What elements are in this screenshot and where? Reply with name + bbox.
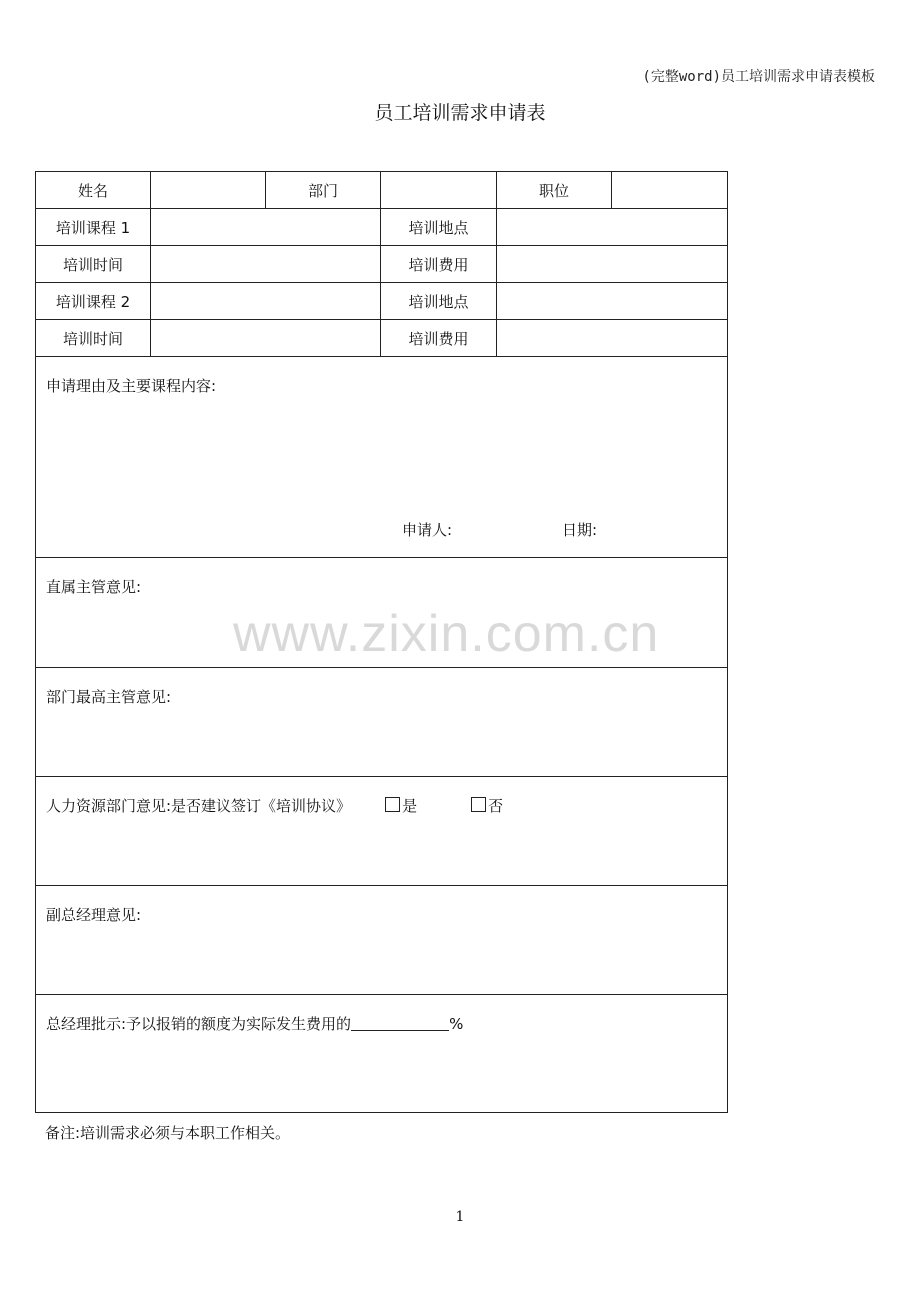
footnote: 备注:培训需求必须与本职工作相关。: [45, 1124, 291, 1142]
yes-label: 是: [402, 797, 418, 815]
dept-head-opinion-section[interactable]: [36, 668, 728, 777]
course2-cost-field[interactable]: [497, 320, 728, 357]
vp-opinion-section[interactable]: [36, 886, 728, 995]
reason-section[interactable]: [36, 357, 728, 558]
name-label: 姓名: [36, 172, 151, 209]
page-number: 1: [455, 1209, 465, 1225]
course1-cost-label: 培训费用: [381, 246, 497, 283]
reason-label: 申请理由及主要课程内容:: [46, 377, 217, 395]
course2-location-field[interactable]: [497, 283, 728, 320]
course1-location-field[interactable]: [497, 209, 728, 246]
applicant-label: 申请人:: [402, 521, 453, 539]
gm-approval-section[interactable]: [36, 995, 728, 1113]
header-note: (完整word)员工培训需求申请表模板: [642, 69, 875, 85]
gm-approval-label: 总经理批示:予以报销的额度为实际发生费用的: [46, 1015, 352, 1033]
course1-field[interactable]: [151, 209, 381, 246]
supervisor-opinion-section[interactable]: [36, 558, 728, 668]
application-form-table: [35, 171, 728, 1113]
course1-cost-field[interactable]: [497, 246, 728, 283]
name-field[interactable]: [151, 172, 266, 209]
vp-opinion-label: 副总经理意见:: [46, 906, 142, 924]
hr-opinion-text: [46, 795, 503, 816]
dept-head-opinion-label: 部门最高主管意见:: [46, 688, 172, 706]
department-field[interactable]: [381, 172, 497, 209]
date-label: 日期:: [562, 521, 598, 539]
course1-time-field[interactable]: [151, 246, 381, 283]
yes-checkbox[interactable]: [385, 797, 400, 812]
course2-label: 培训课程 2: [36, 283, 151, 320]
course2-location-label: 培训地点: [381, 283, 497, 320]
course2-field[interactable]: [151, 283, 381, 320]
hr-opinion-label: 人力资源部门意见:是否建议签订《培训协议》: [46, 797, 352, 815]
course2-time-label: 培训时间: [36, 320, 151, 357]
department-label: 部门: [266, 172, 381, 209]
percent-sign: %: [449, 1015, 464, 1033]
course1-location-label: 培训地点: [381, 209, 497, 246]
course1-label: 培训课程 1: [36, 209, 151, 246]
no-checkbox[interactable]: [471, 797, 486, 812]
watermark: www.zixin.com.cn: [233, 605, 660, 663]
page-title: 员工培训需求申请表: [374, 102, 546, 124]
percentage-blank[interactable]: [351, 1015, 449, 1031]
position-label: 职位: [497, 172, 612, 209]
course1-time-label: 培训时间: [36, 246, 151, 283]
hr-opinion-section[interactable]: [36, 777, 728, 886]
course2-time-field[interactable]: [151, 320, 381, 357]
no-label: 否: [488, 797, 504, 815]
gm-approval-text: [46, 1013, 463, 1034]
position-field[interactable]: [612, 172, 728, 209]
supervisor-opinion-label: 直属主管意见:: [46, 578, 142, 596]
course2-cost-label: 培训费用: [381, 320, 497, 357]
